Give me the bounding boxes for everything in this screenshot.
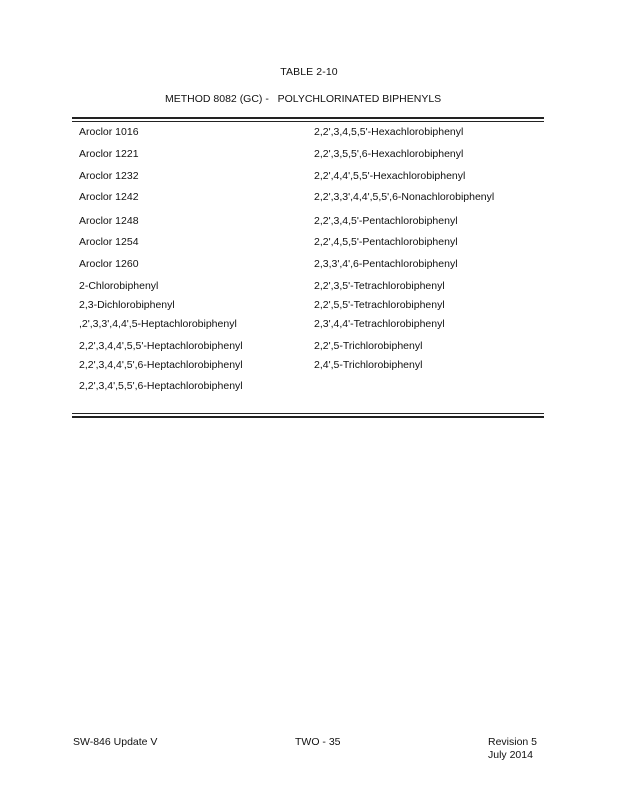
- list-item: 2,2',3,4',5,5',6-Heptachlorobiphenyl: [79, 380, 243, 392]
- list-item: Aroclor 1242: [79, 191, 139, 203]
- list-item: 2,2',4,4',5,5'-Hexachlorobiphenyl: [314, 170, 466, 182]
- list-item: 2,2',3,3',4,4',5,5',6-Nonachlorobiphenyl: [314, 191, 495, 203]
- footer-page-number: TWO - 35: [295, 736, 341, 748]
- list-item: 2,2',3,5'-Tetrachlorobiphenyl: [314, 280, 445, 292]
- list-item: 2,2',3,4,4',5,5'-Heptachlorobiphenyl: [79, 340, 243, 352]
- top-rule-thick: [72, 117, 544, 119]
- list-item: 2,2',3,5,5',6-Hexachlorobiphenyl: [314, 148, 464, 160]
- list-item: Aroclor 1260: [79, 258, 139, 270]
- footer-date: July 2014: [488, 749, 533, 761]
- list-item: 2,2',3,4,5'-Pentachlorobiphenyl: [314, 215, 458, 227]
- list-item: 2,2',4,5,5'-Pentachlorobiphenyl: [314, 236, 458, 248]
- bottom-rule-thick: [72, 416, 544, 418]
- list-item: 2,2',3,4,4',5',6-Heptachlorobiphenyl: [79, 359, 243, 371]
- bottom-rule-thin: [72, 413, 544, 414]
- list-item: 2,2',3,4,5,5'-Hexachlorobiphenyl: [314, 126, 464, 138]
- list-item: Aroclor 1016: [79, 126, 139, 138]
- footer-revision: Revision 5: [488, 736, 538, 748]
- list-item: 2,4',5-Trichlorobiphenyl: [314, 359, 423, 371]
- list-item: 2,3',4,4'-Tetrachlorobiphenyl: [314, 318, 445, 330]
- list-item: 2,2',5,5'-Tetrachlorobiphenyl: [314, 299, 445, 311]
- list-item: 2,3,3',4',6-Pentachlorobiphenyl: [314, 258, 458, 270]
- footer-document-id: SW-846 Update V: [73, 736, 158, 748]
- top-rule-thin: [72, 121, 544, 122]
- list-item: 2-Chlorobiphenyl: [79, 280, 159, 292]
- list-item: Aroclor 1221: [79, 148, 139, 160]
- list-item: 2,2',5-Trichlorobiphenyl: [314, 340, 423, 352]
- list-item: ,2',3,3',4,4',5-Heptachlorobiphenyl: [79, 318, 237, 330]
- list-item: 2,3-Dichlorobiphenyl: [79, 299, 175, 311]
- table-subtitle: METHOD 8082 (GC) - POLYCHLORINATED BIPHENYLS: [165, 93, 442, 105]
- list-item: Aroclor 1232: [79, 170, 139, 182]
- list-item: Aroclor 1248: [79, 215, 139, 227]
- table-label: TABLE 2-10: [280, 66, 338, 78]
- list-item: Aroclor 1254: [79, 236, 139, 248]
